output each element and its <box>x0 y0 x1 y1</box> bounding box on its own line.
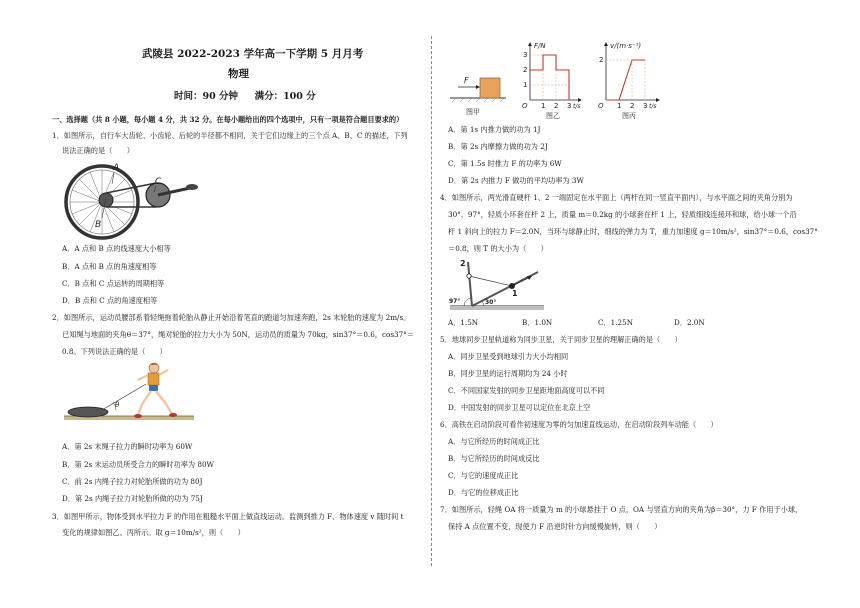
block <box>480 78 500 98</box>
q3-option-d: D．第 2s 内推力 F 做功的平均功率为 3W <box>448 176 584 185</box>
q5-option-b: B．同步卫星的运行周期均为 24 小时 <box>448 369 568 378</box>
q5-option-a: A．同步卫星受到地球引力大小均相同 <box>448 352 569 361</box>
svg-text:2: 2 <box>523 66 528 74</box>
exam-title: 武陵县 2022-2023 学年高一下学期 5 月月考 <box>142 48 364 60</box>
runner-tire-figure <box>62 360 202 432</box>
section-heading: 一、选择题（共 8 小题，每小题 4 分，共 32 分。在每小题给出的四个选项中，只有一项是符合题目要求的） <box>52 115 404 124</box>
angle-30-label: 30° <box>485 299 497 306</box>
q6-option-b: B．与它所经历的时间成反比 <box>448 454 540 463</box>
runner <box>134 363 177 418</box>
q3-option-a: A．第 1s 内推力做的功为 1J <box>448 125 541 134</box>
q4-stem-line1: 4．如图所示，两光滑直硬杆 1、2 一端固定在水平面上（两杆在同一竖直平面内），与水平面之间的夹角分别为 <box>440 193 793 202</box>
v-axis-label: v/(m·s⁻¹) <box>610 42 642 50</box>
q1-stem-line1: 1．如图所示，自行车大齿轮、小齿轮、后轮的半径都不相同，关于它们边缘上的三个点 A、B、C 的描述，下列 <box>52 131 408 140</box>
q2-stem-line2: 已知绳与地面的夹角θ＝37°，绳对轮胎的拉力大小为 50N，运动员的质量为 70kg，sin37°＝0.6，cos37°＝ <box>62 330 414 339</box>
rod2-label: 2 <box>460 259 466 268</box>
label-a: A <box>113 163 120 173</box>
caption-jia: 图甲 <box>466 108 480 116</box>
rods-figure <box>448 256 548 314</box>
rod1-label: 1 <box>512 289 518 298</box>
small-sprocket <box>99 193 113 207</box>
q3-figures <box>446 40 666 120</box>
q2-stem-line1: 2．如图所示，运动员腰部系着轻绳拖着轮胎从静止开始沿着笔直的跑道匀加速奔跑，2s 末轮胎的速度为 2m/s。 <box>52 313 411 322</box>
bicycle-gear-figure <box>62 160 202 242</box>
q4-stem-line4: ＝0.8，则 T 的大小为（ ） <box>448 244 548 253</box>
q5-stem: 5．地球同步卫星轨道称为同步卫星，关于同步卫星的理解正确的是（ ） <box>440 335 682 344</box>
thread <box>469 276 512 286</box>
q6-stem: 6．高铁在启动阶段可看作初速度为零的匀加速直线运动，在启动阶段列车动能（ ） <box>440 420 718 429</box>
label-c: C <box>155 177 162 187</box>
q1-option-c: C．B 点和 C 点运转的周期相等 <box>62 279 165 288</box>
rope <box>102 384 146 410</box>
q3-option-b: B．第 2s 内摩擦力做的功为 2J <box>448 142 548 151</box>
q6-option-a: A．与它所经历的时间成正比 <box>448 437 540 446</box>
q3-stem-line2: 变化的规律如图乙、丙所示。取 g＝10m/s²，则（ ） <box>62 528 245 537</box>
q1-option-b: B．A 点和 B 点的角速度相等 <box>62 262 157 271</box>
caption-yi: 图乙 <box>546 112 560 120</box>
q4-stem-line3: 杆 1 斜向上的拉力 F＝2.0N，当环与球静止时，细线的弹力为 T，重力加速度 g＝10m/s²，sin37°＝0.6，cos37° <box>448 227 818 236</box>
fn-axis-label: F/N <box>534 42 546 50</box>
q5-option-d: D．中国发射的同步卫星可以定位在北京上空 <box>448 403 591 412</box>
svg-text:2: 2 <box>630 102 635 110</box>
origin-yi: O <box>522 102 528 110</box>
q6-option-d: D．与它的位移成正比 <box>448 488 519 497</box>
figure-bing <box>598 42 660 120</box>
force-label: F <box>464 76 469 85</box>
svg-text:1: 1 <box>523 81 528 89</box>
q1-option-d: D．B 点和 C 点的角速度相等 <box>62 296 158 305</box>
pull-arrow <box>514 277 530 285</box>
q7-stem-line1: 7．如图所示，轻绳 OA 将一质量为 m 的小球悬挂于 O 点，OA 与竖直方向的夹角为β＝30°，力 F 作用于小球， <box>440 505 803 514</box>
svg-text:3: 3 <box>643 102 648 110</box>
q6-option-c: C．与它的速度成正比 <box>448 471 519 480</box>
svg-text:2: 2 <box>599 56 604 64</box>
svg-text:1: 1 <box>617 102 622 110</box>
t-axis-label-bing: t/s <box>649 103 657 110</box>
q4-stem-line2: 30°、97°，轻质小环套在杆 2 上，质量 m＝0.2kg 的小球套在杆 1 上，轻质细线连接环和球，给小球一个沿 <box>448 210 797 219</box>
right-column <box>440 0 818 608</box>
figure-jia <box>450 76 506 116</box>
rod-2 <box>468 262 472 306</box>
tire <box>68 407 108 417</box>
column-divider <box>431 36 432 566</box>
q2-option-a: A．第 2s 末绳子拉力的瞬时功率为 60W <box>62 442 193 451</box>
q3-stem-line1: 3．如图甲所示，物体受到水平拉力 F 的作用在粗糙水平面上做直线运动。监测到推力 F、物体速度 v 随时间 t <box>52 512 404 521</box>
angle-97-label: 97° <box>449 298 461 305</box>
origin-bing: O <box>598 102 604 110</box>
q2-option-c: C．前 2s 内绳子拉力对轮胎所做的功为 80J <box>62 477 203 486</box>
theta-label: θ <box>115 401 120 409</box>
q2-option-d: D．第 2s 内绳子拉力对轮胎所做的功为 75J <box>62 494 203 503</box>
q2-stem-line3: 0.8。下列说法正确的是（ ） <box>62 347 167 356</box>
ring <box>467 274 471 278</box>
caption-bing: 图丙 <box>622 112 636 120</box>
q7-stem-line2: 保持 A 点位置不变，现使力 F 沿逆时针方向缓慢旋转，则（ ） <box>448 522 662 531</box>
exam-info: 时间：90 分钟 满分：100 分 <box>174 91 316 102</box>
exam-subject: 物理 <box>228 68 249 80</box>
f-curve <box>530 55 569 100</box>
q2-option-b: B．第 2s 末运动员所受合力的瞬时功率为 80W <box>62 460 214 469</box>
v-curve <box>606 60 645 100</box>
q4-option-d: D．2.0N <box>674 318 705 327</box>
label-b: B <box>95 220 102 230</box>
q4-option-b: B．1.0N <box>522 318 553 327</box>
t-axis-label-yi: t/s <box>573 103 581 110</box>
q5-option-c: C．不同国家发射的同步卫星距地面高度可以不同 <box>448 386 605 395</box>
svg-text:3: 3 <box>567 102 572 110</box>
q1-stem-line2: 说法正确的是（ ） <box>62 146 134 155</box>
q1-option-a: A．A 点和 B 点的线速度大小相等 <box>62 244 171 253</box>
q4-option-c: C．1.25N <box>598 318 633 327</box>
q4-option-a: A．1.5N <box>448 318 479 327</box>
left-column <box>52 0 424 608</box>
figure-yi <box>522 42 582 120</box>
svg-text:1: 1 <box>541 102 546 110</box>
svg-text:3: 3 <box>523 51 528 59</box>
q3-option-c: C．第 1.5s 时推力 F 的功率为 6W <box>448 159 562 168</box>
svg-text:2: 2 <box>554 102 559 110</box>
